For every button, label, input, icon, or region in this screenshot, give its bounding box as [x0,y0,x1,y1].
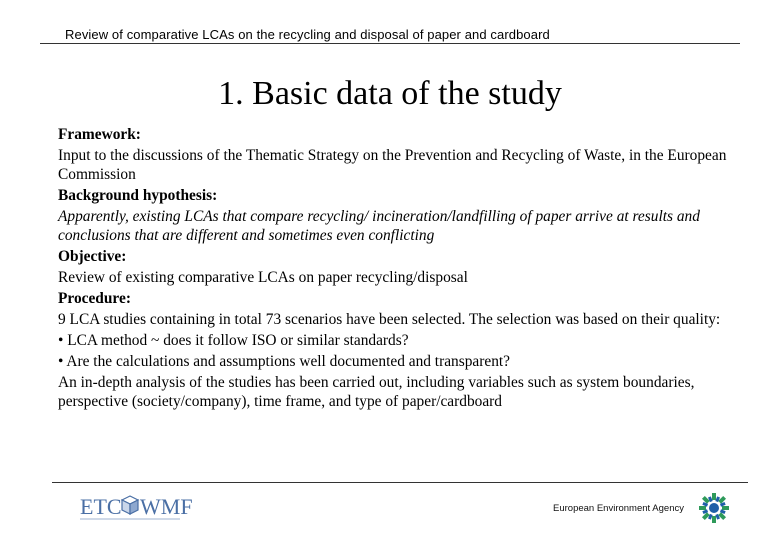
etc-wmf-logo-graphic [80,492,193,522]
objective-text: Review of existing comparative LCAs on paper recycling/disposal [58,269,468,286]
slide-title: 1. Basic data of the study [218,75,562,112]
footer-divider [52,482,748,483]
bullet-item: • Are the calculations and assumptions well documented and transparent? [58,353,511,370]
procedure-label: Procedure: [58,290,131,307]
eea-emblem-icon [698,492,730,524]
hypothesis-label: Background hypothesis: [58,187,218,204]
closing-text: An in-depth analysis of the studies has been carried out, including variables such as system boundaries, perspective (society/company), time frame, and type of paper/cardboard [58,374,695,410]
slide-content [58,125,728,413]
wmf-logo-text: WMF [140,494,193,519]
etc-wmf-logo [80,492,193,522]
hypothesis-text: Apparently, existing LCAs that compare recycling/ incineration/landfilling of paper arrive at results and conclusions that are different and sometimes even conflicting [58,208,700,244]
header-title: Review of comparative LCAs on the recycling and disposal of paper and cardboard [65,27,550,42]
header-divider [40,43,740,44]
framework-text: Input to the discussions of the Thematic Strategy on the Prevention and Recycling of Waste, in the European Commission [58,147,727,183]
procedure-text: 9 LCA studies containing in total 73 scenarios have been selected. The selection was based on their quality: [58,311,721,328]
objective-label: Objective: [58,248,127,265]
cube-icon [122,496,138,514]
eea-logo [553,492,730,524]
eea-logo-text: European Environment Agency [553,502,684,514]
bullet-item: • LCA method ~ does it follow ISO or similar standards? [58,332,409,349]
framework-label: Framework: [58,126,141,143]
etc-logo-text: ETC [80,494,122,519]
